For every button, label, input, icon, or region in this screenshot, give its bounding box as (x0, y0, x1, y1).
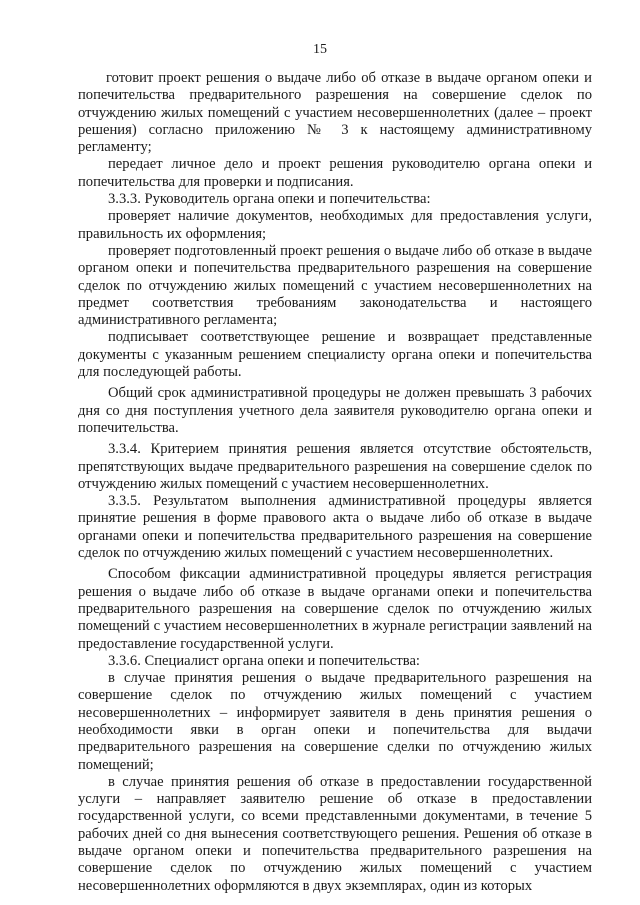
paragraph-total-term: Общий срок административной процедуры не должен превышать 3 рабочих дня со дня поступления учетного дела заявителя руководителю органа опеки и попечительства. (78, 385, 592, 436)
paragraph-check-documents: проверяет наличие документов, необходимых для предоставления услуги, правильность их оформления; (78, 208, 592, 242)
paragraph-approval-case: в случае принятия решения о выдаче предварительного разрешения на совершение сделок по отчуждению жилых помещений с участием несовершеннолетних – информирует заявителя в день принятия решения о необходимости явки в орган опеки и попечительства для выдачи предварительного разрешения на совершение сделки по отчуждению жилых помещений; (78, 670, 592, 773)
document-body (78, 70, 592, 895)
paragraph-3-3-3-heading: 3.3.3. Руководитель органа опеки и попечительства: (108, 191, 431, 208)
page-number: 15 (313, 42, 327, 57)
paragraph-fixation-method: Способом фиксации административной процедуры является регистрация решения о выдаче либо об отказе в выдаче органами опеки и попечительства предварительного разрешения на совершение сделок по отчуждению жилых помещений с участием несовершеннолетних в журнале регистрации заявлений на предоставление государственной услуги. (78, 566, 592, 652)
paragraph-prepare-draft: готовит проект решения о выдаче либо об отказе в выдаче органом опеки и попечительства предварительного разрешения на совершение сделок по отчуждению жилых помещений с участием несовершеннолетних (далее – проект решения) согласно приложению № 3 к настоящему административному регламенту; (78, 70, 592, 156)
paragraph-3-3-4-criterion: 3.3.4. Критерием принятия решения является отсутствие обстоятельств, препятствующих выдаче предварительного разрешения на совершение сделок по отчуждению жилых помещений с участием несовершеннолетних. (78, 441, 592, 492)
paragraph-3-3-5-result: 3.3.5. Результатом выполнения административной процедуры является принятие решения в форме правового акта о выдаче либо об отказе в выдаче органами опеки и попечительства предварительного разрешения на совершение сделок по отчуждению жилых помещений с участием несовершеннолетних. (78, 493, 592, 562)
paragraph-refusal-case: в случае принятия решения об отказе в предоставлении государственной услуги – направляет заявителю решение об отказе в предоставлении государственной услуги, со всеми представленными документами, в течение 5 рабочих дней со дня вынесения соответствующего решения. Решения об отказе в выдаче органом опеки и попечительства предварительного разрешения на совершение сделок по отчуждению жилых помещений с участием несовершеннолетних оформляются в двух экземплярах, один из которых (78, 773, 592, 894)
paragraph-transfer-file: передает личное дело и проект решения руководителю органа опеки и попечительства для проверки и подписания. (78, 156, 592, 190)
paragraph-sign-decision: подписывает соответствующее решение и возвращает представленные документы с указанным решением специалисту органа опеки и попечительства для последующей работы. (78, 329, 592, 381)
paragraph-3-3-6-heading: 3.3.6. Специалист органа опеки и попечительства: (108, 652, 420, 669)
paragraph-check-draft: проверяет подготовленный проект решения о выдаче либо об отказе в выдаче органом опеки и попечительства предварительного разрешения на совершение сделок по отчуждению жилых помещений с участием несовершеннолетних на предмет соответствия требованиям законодательства и настоящего административного регламента; (78, 242, 592, 329)
